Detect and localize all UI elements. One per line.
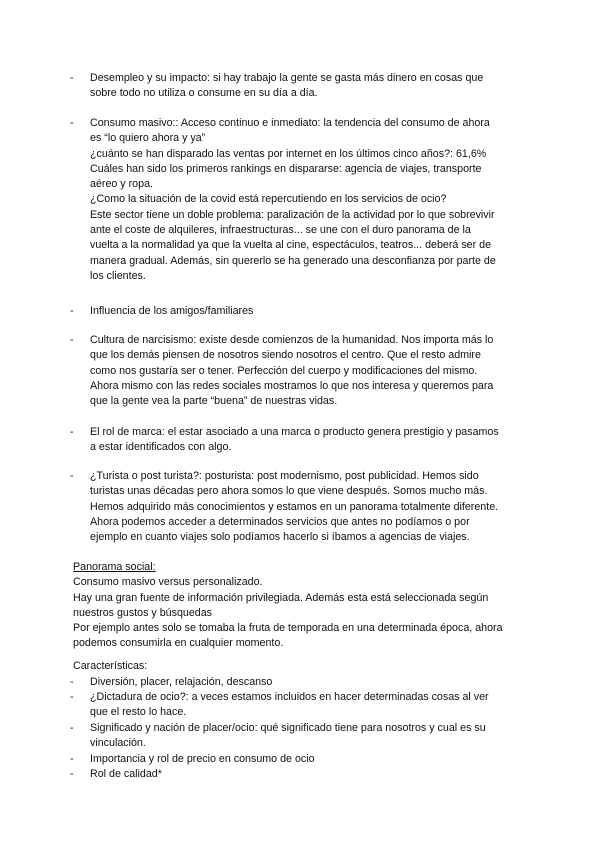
text-line: aéreo y ropa. <box>90 178 153 191</box>
text-line: ¿cuánto se han disparado las ventas por internet en los últimos cinco años?: 61,6% <box>90 147 487 160</box>
text-line: vuelta a la normalidad ya que la vuelta al cine, espectáculos, teatros... deberá ser de <box>90 239 492 252</box>
text-line: podemos consumirla en cualquier momento. <box>73 637 284 650</box>
bullet-dash: - <box>70 768 74 780</box>
caracteristica-item <box>70 690 530 721</box>
bullet-dash: - <box>70 305 74 317</box>
bullet-narcisismo <box>70 333 530 409</box>
bullet-dash: - <box>70 72 74 84</box>
caracteristica-item <box>70 767 530 782</box>
text-line: ante el coste de alquileres, infraestructuras... se une con el duro panorama de la <box>90 224 471 237</box>
bullet-dash: - <box>70 753 74 765</box>
caracteristicas-heading: Características: <box>73 660 148 672</box>
text-line: que los demás piensen de nosotros siendo nosotros el centro. Que el resto admire <box>90 349 481 362</box>
text-line: como nos gustaría ser o tener. Perfección del cuerpo y modificaciones del mismo. <box>90 364 478 377</box>
bullet-dash: - <box>70 676 74 688</box>
text-line: Desempleo y su impacto: si hay trabajo la gente se gasta más dinero en cosas que <box>90 72 484 84</box>
text-line: Cuáles han sido los primeros rankings en dispararse: agencia de viajes, transporte <box>90 162 482 175</box>
text-line: Importancia y rol de precio en consumo de ocio <box>90 753 315 765</box>
text-line: Por ejemplo antes solo se tomaba la fruta de temporada en una determinada época, ahora <box>73 622 503 635</box>
bullet-dash: - <box>70 470 74 482</box>
text-line: El rol de marca: el estar asociado a una marca o producto genera prestigio y pasamos <box>90 426 499 438</box>
caracteristica-item <box>70 675 530 690</box>
text-line: ¿Dictadura de ocio?: a veces estamos incluidos en hacer determinadas cosas al ver <box>90 691 489 703</box>
text-line: los clientes. <box>90 269 146 282</box>
text-line: turistas unas décadas pero ahora somos lo que viene después. Somos mucho más. <box>90 485 488 498</box>
text-line: sobre todo no utiliza o consume en su día a día. <box>90 87 318 100</box>
text-line: a estar identificados con algo. <box>90 441 232 454</box>
text-line: Consumo masivo:: Acceso continuo e inmediato: la tendencia del consumo de ahora <box>90 117 490 129</box>
text-line: Consumo masivo versus personalizado. <box>73 576 263 589</box>
text-line: Rol de calidad* <box>90 768 162 780</box>
bullet-consumo-masivo <box>70 116 530 284</box>
text-line: ¿Turista o post turista?: posturista: post modernismo, post publicidad. Hemos sido <box>90 470 479 482</box>
bullet-dash: - <box>70 334 74 346</box>
text-line: ¿Como la situación de la covid está repercutiendo en los servicios de ocio? <box>90 193 447 206</box>
text-line: Hay una gran fuente de información privilegiada. Además esta está seleccionada según <box>73 591 489 604</box>
section-heading: Panorama social: <box>73 561 156 573</box>
bullet-turista <box>70 469 530 545</box>
text-line: Significado y nación de placer/ocio: qué significado tiene para nosotros y cual es su <box>90 722 486 734</box>
text-line: Este sector tiene un doble problema: paralización de la actividad por lo que sobrevivir <box>90 208 495 221</box>
text-line: Cultura de narcisismo: existe desde comienzos de la humanidad. Nos importa más lo <box>90 334 494 346</box>
text-line: Ahora mismo con las redes sociales mostramos lo que nos interesa y queremos para <box>90 379 494 392</box>
text-line: nuestros gustos y búsquedas <box>73 606 213 619</box>
text-line: Influencia de los amigos/familiares <box>90 305 254 317</box>
bullet-dash: - <box>70 691 74 703</box>
text-line: ejemplo en cuanto viajes solo podíamos hacerlo si íbamos a agencias de viajes. <box>90 531 470 544</box>
bullet-dash: - <box>70 722 74 734</box>
text-line: Ahora podemos acceder a determinados servicios que antes no podíamos o por <box>90 515 470 528</box>
text-line: manera gradual. Además, sin quererlo se ha generado una desconfianza por parte de <box>90 254 496 267</box>
panorama-section <box>73 560 531 652</box>
bullet-desempleo <box>70 71 530 102</box>
bullet-rol-marca <box>70 425 530 456</box>
bullet-dash: - <box>70 426 74 438</box>
caracteristica-item <box>70 752 530 767</box>
caracteristica-item <box>70 721 530 752</box>
bullet-influencia <box>70 304 530 319</box>
text-line: vinculación. <box>90 737 146 750</box>
text-line: es “lo quiero ahora y ya” <box>90 132 206 145</box>
text-line: Diversión, placer, relajación, descanso <box>90 676 273 688</box>
bullet-dash: - <box>70 117 74 129</box>
text-line: que la gente vea la parte “buena” de nuestras vidas. <box>90 395 338 408</box>
text-line: que el resto lo hace. <box>90 706 187 719</box>
text-line: Hemos adquirido más conocimientos y estamos en un panorama totalmente diferente. <box>90 500 499 513</box>
